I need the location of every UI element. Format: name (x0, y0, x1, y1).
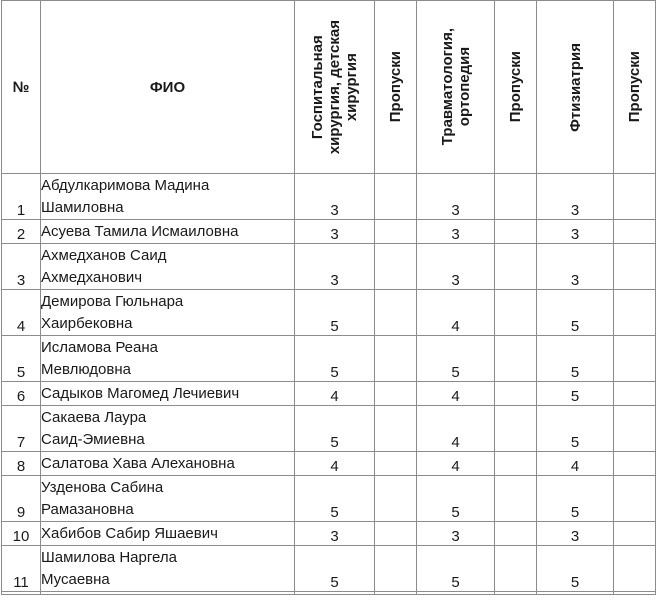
header-fio: ФИО (41, 1, 295, 174)
header-subject-phthisiology-text: Фтизиатрия (566, 42, 584, 132)
absences-3 (614, 174, 656, 220)
absences-3 (614, 382, 656, 406)
grade-traumatology: 4 (417, 406, 495, 452)
absences-2 (495, 406, 537, 452)
absences-3 (614, 452, 656, 476)
absences-2 (495, 290, 537, 336)
grade-hospital-surgery: 3 (295, 522, 375, 546)
absences-1 (375, 546, 417, 592)
row-number: 1 (2, 174, 41, 220)
absences-1 (375, 476, 417, 522)
absences-1 (375, 382, 417, 406)
table-row-cut (2, 592, 656, 595)
absences-2 (495, 452, 537, 476)
header-subject-traumatology (417, 1, 495, 174)
absences-3 (614, 546, 656, 592)
grade-phthisiology: 5 (537, 382, 614, 406)
row-number: 10 (2, 522, 41, 546)
student-name (41, 546, 295, 592)
row-number: 7 (2, 406, 41, 452)
student-name-line1: Ахмедханов Саид (41, 247, 167, 264)
header-subject-traumatology-line2: ортопедия (455, 47, 473, 127)
grade-phthisiology: 5 (537, 406, 614, 452)
grade-traumatology: 4 (417, 452, 495, 476)
grade-phthisiology: 3 (537, 244, 614, 290)
grade-hospital-surgery: 4 (295, 452, 375, 476)
absences-3 (614, 244, 656, 290)
grade-hospital-surgery: 3 (295, 220, 375, 244)
header-absences-3-text: Пропуски (626, 51, 643, 123)
grades-table (1, 0, 656, 595)
student-name: Салатова Хава Алехановна (41, 452, 295, 476)
header-absences-2-text: Пропуски (507, 51, 524, 123)
absences-1 (375, 336, 417, 382)
row-number: 11 (2, 546, 41, 592)
header-absences-3 (614, 1, 656, 174)
student-name-line1: Шамилова Наргела (41, 549, 177, 566)
grade-phthisiology: 3 (537, 220, 614, 244)
header-subject-phthisiology (537, 1, 614, 174)
grade-phthisiology: 3 (537, 522, 614, 546)
absences-1 (375, 174, 417, 220)
absences-1 (375, 452, 417, 476)
absences-3 (614, 476, 656, 522)
grade-hospital-surgery: 5 (295, 476, 375, 522)
header-absences-1-text: Пропуски (387, 51, 404, 123)
grade-phthisiology: 4 (537, 452, 614, 476)
table-row (2, 452, 656, 476)
row-number: 5 (2, 336, 41, 382)
student-name-line2: Хаирбековна (41, 315, 133, 332)
student-name: Садыков Магомед Лечиевич (41, 382, 295, 406)
grade-phthisiology: 3 (537, 174, 614, 220)
header-subject-hospital-surgery (295, 1, 375, 174)
grade-traumatology: 5 (417, 336, 495, 382)
student-name (41, 174, 295, 220)
student-name-line1: Сакаева Лаура (41, 409, 147, 426)
student-name-line2: Мевлюдовна (41, 361, 131, 378)
row-number: 3 (2, 244, 41, 290)
cut-cell (41, 592, 295, 595)
header-absences-1 (375, 1, 417, 174)
cut-cell (495, 592, 537, 595)
student-name-line1: Исламова Реана (41, 339, 158, 356)
header-absences-2 (495, 1, 537, 174)
student-name: Хабибов Сабир Яшаевич (41, 522, 295, 546)
grade-hospital-surgery: 3 (295, 174, 375, 220)
absences-3 (614, 290, 656, 336)
student-name (41, 290, 295, 336)
student-name-line2: Рамазановна (41, 501, 134, 518)
student-name (41, 406, 295, 452)
grade-traumatology: 3 (417, 174, 495, 220)
grade-traumatology: 5 (417, 546, 495, 592)
absences-2 (495, 336, 537, 382)
cut-cell (614, 592, 656, 595)
student-name (41, 244, 295, 290)
student-name-line1: Демирова Гюльнара (41, 293, 184, 310)
grade-phthisiology: 5 (537, 290, 614, 336)
table-row (2, 382, 656, 406)
header-subject-hospital-surgery-line2: хирургия, детская (326, 19, 343, 155)
grade-hospital-surgery: 5 (295, 406, 375, 452)
absences-2 (495, 244, 537, 290)
absences-1 (375, 244, 417, 290)
absences-3 (614, 406, 656, 452)
absences-2 (495, 476, 537, 522)
table-row (2, 290, 656, 336)
grade-hospital-surgery: 4 (295, 382, 375, 406)
student-name-line1: Узденова Сабина (41, 479, 164, 496)
absences-1 (375, 406, 417, 452)
grade-hospital-surgery: 5 (295, 546, 375, 592)
student-name-line2: Мусаевна (41, 571, 110, 588)
absences-1 (375, 522, 417, 546)
table-row (2, 546, 656, 592)
student-name: Асуева Тамила Исмаиловна (41, 220, 295, 244)
header-subject-traumatology-line1: Травматология, (438, 28, 456, 146)
student-name-line2: Ахмедханович (41, 269, 143, 286)
table-row (2, 522, 656, 546)
grade-traumatology: 3 (417, 220, 495, 244)
absences-3 (614, 522, 656, 546)
cut-cell (375, 592, 417, 595)
header-row (2, 1, 656, 174)
row-number: 2 (2, 220, 41, 244)
cut-cell (295, 592, 375, 595)
absences-1 (375, 220, 417, 244)
student-name-line2: Шамиловна (41, 199, 124, 216)
cut-cell (2, 592, 41, 595)
table-row (2, 174, 656, 220)
absences-2 (495, 174, 537, 220)
absences-2 (495, 382, 537, 406)
row-number: 8 (2, 452, 41, 476)
absences-2 (495, 522, 537, 546)
table-row (2, 220, 656, 244)
row-number: 6 (2, 382, 41, 406)
absences-1 (375, 290, 417, 336)
absences-3 (614, 336, 656, 382)
table-row (2, 244, 656, 290)
grade-traumatology: 5 (417, 476, 495, 522)
header-subject-hospital-surgery-line1: Госпитальная (309, 35, 326, 139)
student-name (41, 476, 295, 522)
grade-phthisiology: 5 (537, 476, 614, 522)
absences-2 (495, 546, 537, 592)
grade-phthisiology: 5 (537, 336, 614, 382)
grade-traumatology: 4 (417, 382, 495, 406)
table-row (2, 406, 656, 452)
absences-2 (495, 220, 537, 244)
grade-traumatology: 3 (417, 244, 495, 290)
grade-phthisiology: 5 (537, 546, 614, 592)
cut-cell (537, 592, 614, 595)
row-number: 4 (2, 290, 41, 336)
grade-traumatology: 3 (417, 522, 495, 546)
grade-traumatology: 4 (417, 290, 495, 336)
grade-hospital-surgery: 5 (295, 336, 375, 382)
row-number: 9 (2, 476, 41, 522)
absences-3 (614, 220, 656, 244)
table-row (2, 336, 656, 382)
header-subject-hospital-surgery-line3: хирургия (343, 52, 360, 122)
student-name-line1: Абдулкаримова Мадина (41, 177, 210, 194)
table-row (2, 476, 656, 522)
cut-cell (417, 592, 495, 595)
grade-hospital-surgery: 5 (295, 290, 375, 336)
student-name (41, 336, 295, 382)
header-num: № (2, 1, 41, 174)
student-name-line2: Саид-Эмиевна (41, 431, 145, 448)
grade-hospital-surgery: 3 (295, 244, 375, 290)
